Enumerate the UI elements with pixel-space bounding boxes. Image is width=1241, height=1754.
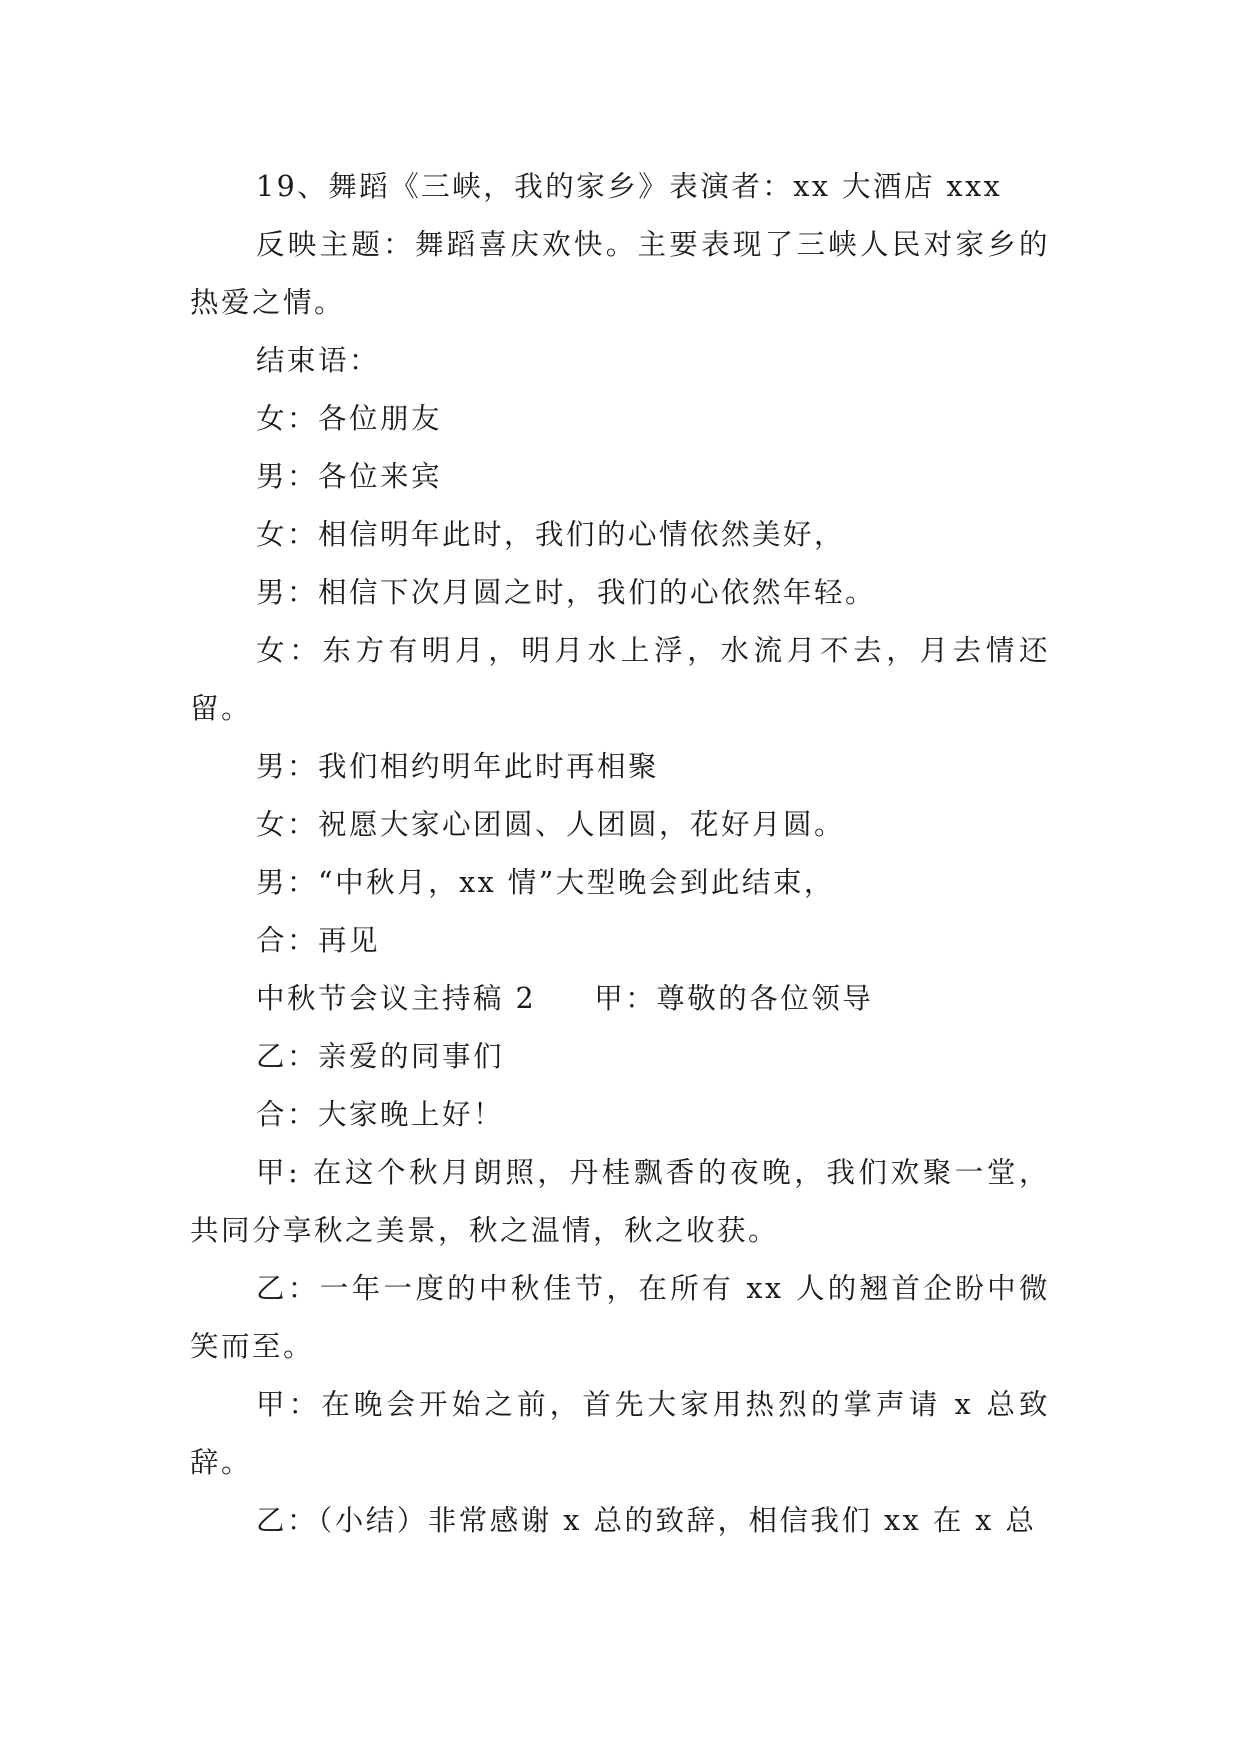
- dialogue-line: 女：各位朋友: [256, 402, 443, 435]
- dialogue-line: 乙：一年一度的中秋佳节，在所有 xx 人的翘首企盼中微笑而至。: [190, 1272, 1050, 1363]
- dialogue-line: 甲：在晚会开始之前，首先大家用热烈的掌声请 x 总致辞。: [190, 1388, 1050, 1479]
- dialogue-line: 甲: 在这个秋月朗照，丹桂飘香的夜晚，我们欢聚一堂，共同分享秋之美景，秋之温情，秋之收获。: [190, 1156, 1050, 1247]
- dialogue-line: 男：“中秋月，xx 情”大型晚会到此结束，: [256, 866, 835, 899]
- dialogue-line: 乙：亲爱的同事们: [256, 1040, 505, 1073]
- dialogue-line: 女：祝愿大家心团圆、人团圆，花好月圆。: [256, 808, 846, 841]
- document-body: [190, 158, 1050, 1550]
- dialogue-line: 合：再见: [256, 924, 381, 957]
- dialogue-line: 男：各位来宾: [256, 460, 443, 493]
- dialogue-line: 男：相信下次月圆之时，我们的心依然年轻。: [256, 576, 877, 609]
- section-heading-line: [190, 970, 1050, 1028]
- paragraph-item-19: 19、舞蹈《三峡，我的家乡》表演者：xx 大酒店 xxx: [256, 170, 1003, 203]
- dialogue-line: 合：大家晚上好！: [256, 1098, 505, 1131]
- dialogue-line: 女：东方有明月，明月水上浮，水流月不去，月去情还留。: [190, 634, 1050, 725]
- dialogue-line: 男：我们相约明年此时再相聚: [256, 750, 660, 783]
- section-heading-follow: 甲：尊敬的各位领导: [594, 982, 874, 1015]
- dialogue-line: 乙：（小结）非常感谢 x 总的致辞，相信我们 xx 在 x 总: [256, 1504, 1037, 1537]
- paragraph-closing-heading: 结束语：: [256, 344, 381, 377]
- dialogue-line: 女：相信明年此时，我们的心情依然美好，: [256, 518, 846, 551]
- section-heading: 中秋节会议主持稿 2: [256, 982, 537, 1015]
- paragraph-theme: 反映主题：舞蹈喜庆欢快。主要表现了三峡人民对家乡的热爱之情。: [190, 228, 1050, 319]
